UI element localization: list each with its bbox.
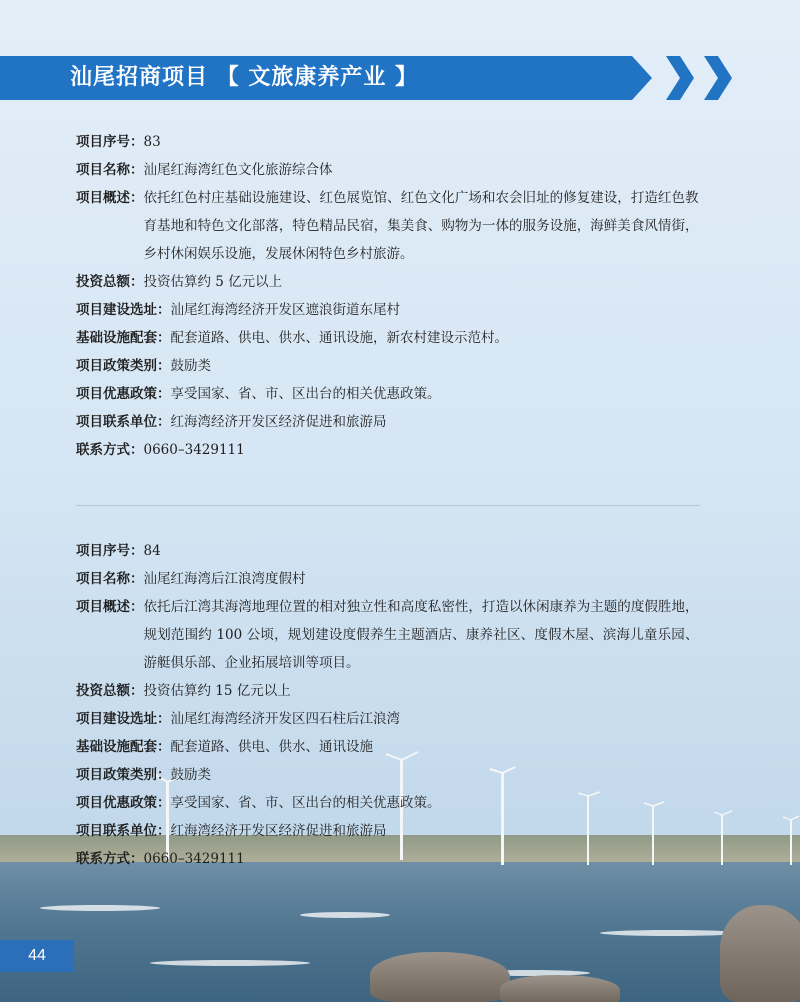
project-site: [76, 705, 716, 733]
project-policy-type: [76, 761, 716, 789]
project-section: [76, 128, 716, 464]
field-value: 鼓励类: [170, 358, 211, 374]
project-phone: [76, 845, 716, 873]
field-value: 汕尾红海湾经济开发区四石柱后江浪湾: [170, 711, 400, 727]
header-banner: [0, 56, 800, 100]
wave-foam: [300, 912, 390, 918]
project-overview: [76, 593, 716, 677]
project-infrastructure: [76, 733, 716, 761]
field-value: 享受国家、省、市、区出台的相关优惠政策。: [170, 386, 441, 402]
page-number: 44: [0, 940, 74, 972]
project-name: [76, 565, 716, 593]
field-value: 鼓励类: [170, 767, 211, 783]
project-name: [76, 156, 716, 184]
field-label: 项目序号：: [76, 543, 144, 559]
shore-rock: [370, 952, 510, 1002]
field-value: 享受国家、省、市、区出台的相关优惠政策。: [170, 795, 441, 811]
project-preferential-policy: [76, 380, 716, 408]
field-value: 投资估算约 5 亿元以上: [143, 274, 283, 290]
project-phone: [76, 436, 716, 464]
project-investment: [76, 677, 716, 705]
shore-rock: [500, 975, 620, 1002]
field-value: 83: [143, 134, 161, 150]
field-label: 项目建设选址：: [76, 711, 171, 727]
field-label: 项目联系单位：: [76, 414, 171, 430]
field-value: 依托红色村庄基础设施建设、红色展览馆、红色文化广场和农会旧址的修复建设，打造红色教育基地和特色文化部落，特色精品民宿，集美食、购物为一体的服务设施，海鲜美食风情街，乡村休闲娱乐设施，发展休闲特色乡村旅游。: [143, 190, 699, 262]
field-label: 项目序号：: [76, 134, 144, 150]
chevron-right-icon: [702, 56, 732, 100]
field-value: 汕尾红海湾后江浪湾度假村: [143, 571, 306, 587]
wind-turbine: [782, 815, 800, 865]
field-label: 基础设施配套：: [76, 739, 171, 755]
field-label: 项目优惠政策：: [76, 795, 171, 811]
field-value: 汕尾红海湾红色文化旅游综合体: [143, 162, 333, 178]
field-value: 依托后江湾其海湾地理位置的相对独立性和高度私密性，打造以休闲康养为主题的度假胜地，规划范围约 100 公顷，规划建设度假养生主题酒店、康养社区、度假木屋、滨海儿童乐园、游艇俱乐部、企业拓展培训等项目。: [143, 599, 699, 671]
field-value: 投资估算约 15 亿元以上: [143, 683, 291, 699]
project-policy-type: [76, 352, 716, 380]
chevron-right-icon: [664, 56, 694, 100]
field-label: 投资总额：: [76, 274, 144, 290]
project-contact-unit: [76, 408, 716, 436]
field-label: 项目政策类别：: [76, 767, 171, 783]
field-value: 0660–3429111: [143, 851, 245, 867]
project-contact-unit: [76, 817, 716, 845]
section-divider: [76, 505, 700, 506]
field-value: 配套道路、供电、供水、通讯设施，新农村建设示范村。: [170, 330, 508, 346]
project-infrastructure: [76, 324, 716, 352]
shore-rock: [720, 905, 800, 1002]
wave-foam: [40, 905, 160, 911]
project-serial: [76, 537, 716, 565]
field-label: 基础设施配套：: [76, 330, 171, 346]
wave-foam: [150, 960, 310, 966]
field-label: 项目优惠政策：: [76, 386, 171, 402]
project-preferential-policy: [76, 789, 716, 817]
field-label: 项目概述：: [76, 190, 144, 206]
field-value: 红海湾经济开发区经济促进和旅游局: [170, 823, 387, 839]
field-label: 项目名称：: [76, 571, 144, 587]
field-label: 联系方式：: [76, 442, 144, 458]
field-label: 项目联系单位：: [76, 823, 171, 839]
project-overview: [76, 184, 716, 268]
field-value: 红海湾经济开发区经济促进和旅游局: [170, 414, 387, 430]
field-label: 投资总额：: [76, 683, 144, 699]
field-label: 项目概述：: [76, 599, 144, 615]
field-value: 配套道路、供电、供水、通讯设施: [170, 739, 373, 755]
project-section: [76, 537, 716, 873]
field-label: 项目政策类别：: [76, 358, 171, 374]
field-value: 0660–3429111: [143, 442, 245, 458]
project-serial: [76, 128, 716, 156]
wave-foam: [600, 930, 740, 936]
field-label: 项目建设选址：: [76, 302, 171, 318]
page-title: 汕尾招商项目 【 文旅康养产业 】: [70, 65, 418, 90]
field-label: 联系方式：: [76, 851, 144, 867]
field-label: 项目名称：: [76, 162, 144, 178]
field-value: 汕尾红海湾经济开发区遮浪街道东尾村: [170, 302, 400, 318]
project-site: [76, 296, 716, 324]
field-value: 84: [143, 543, 161, 559]
project-investment: [76, 268, 716, 296]
